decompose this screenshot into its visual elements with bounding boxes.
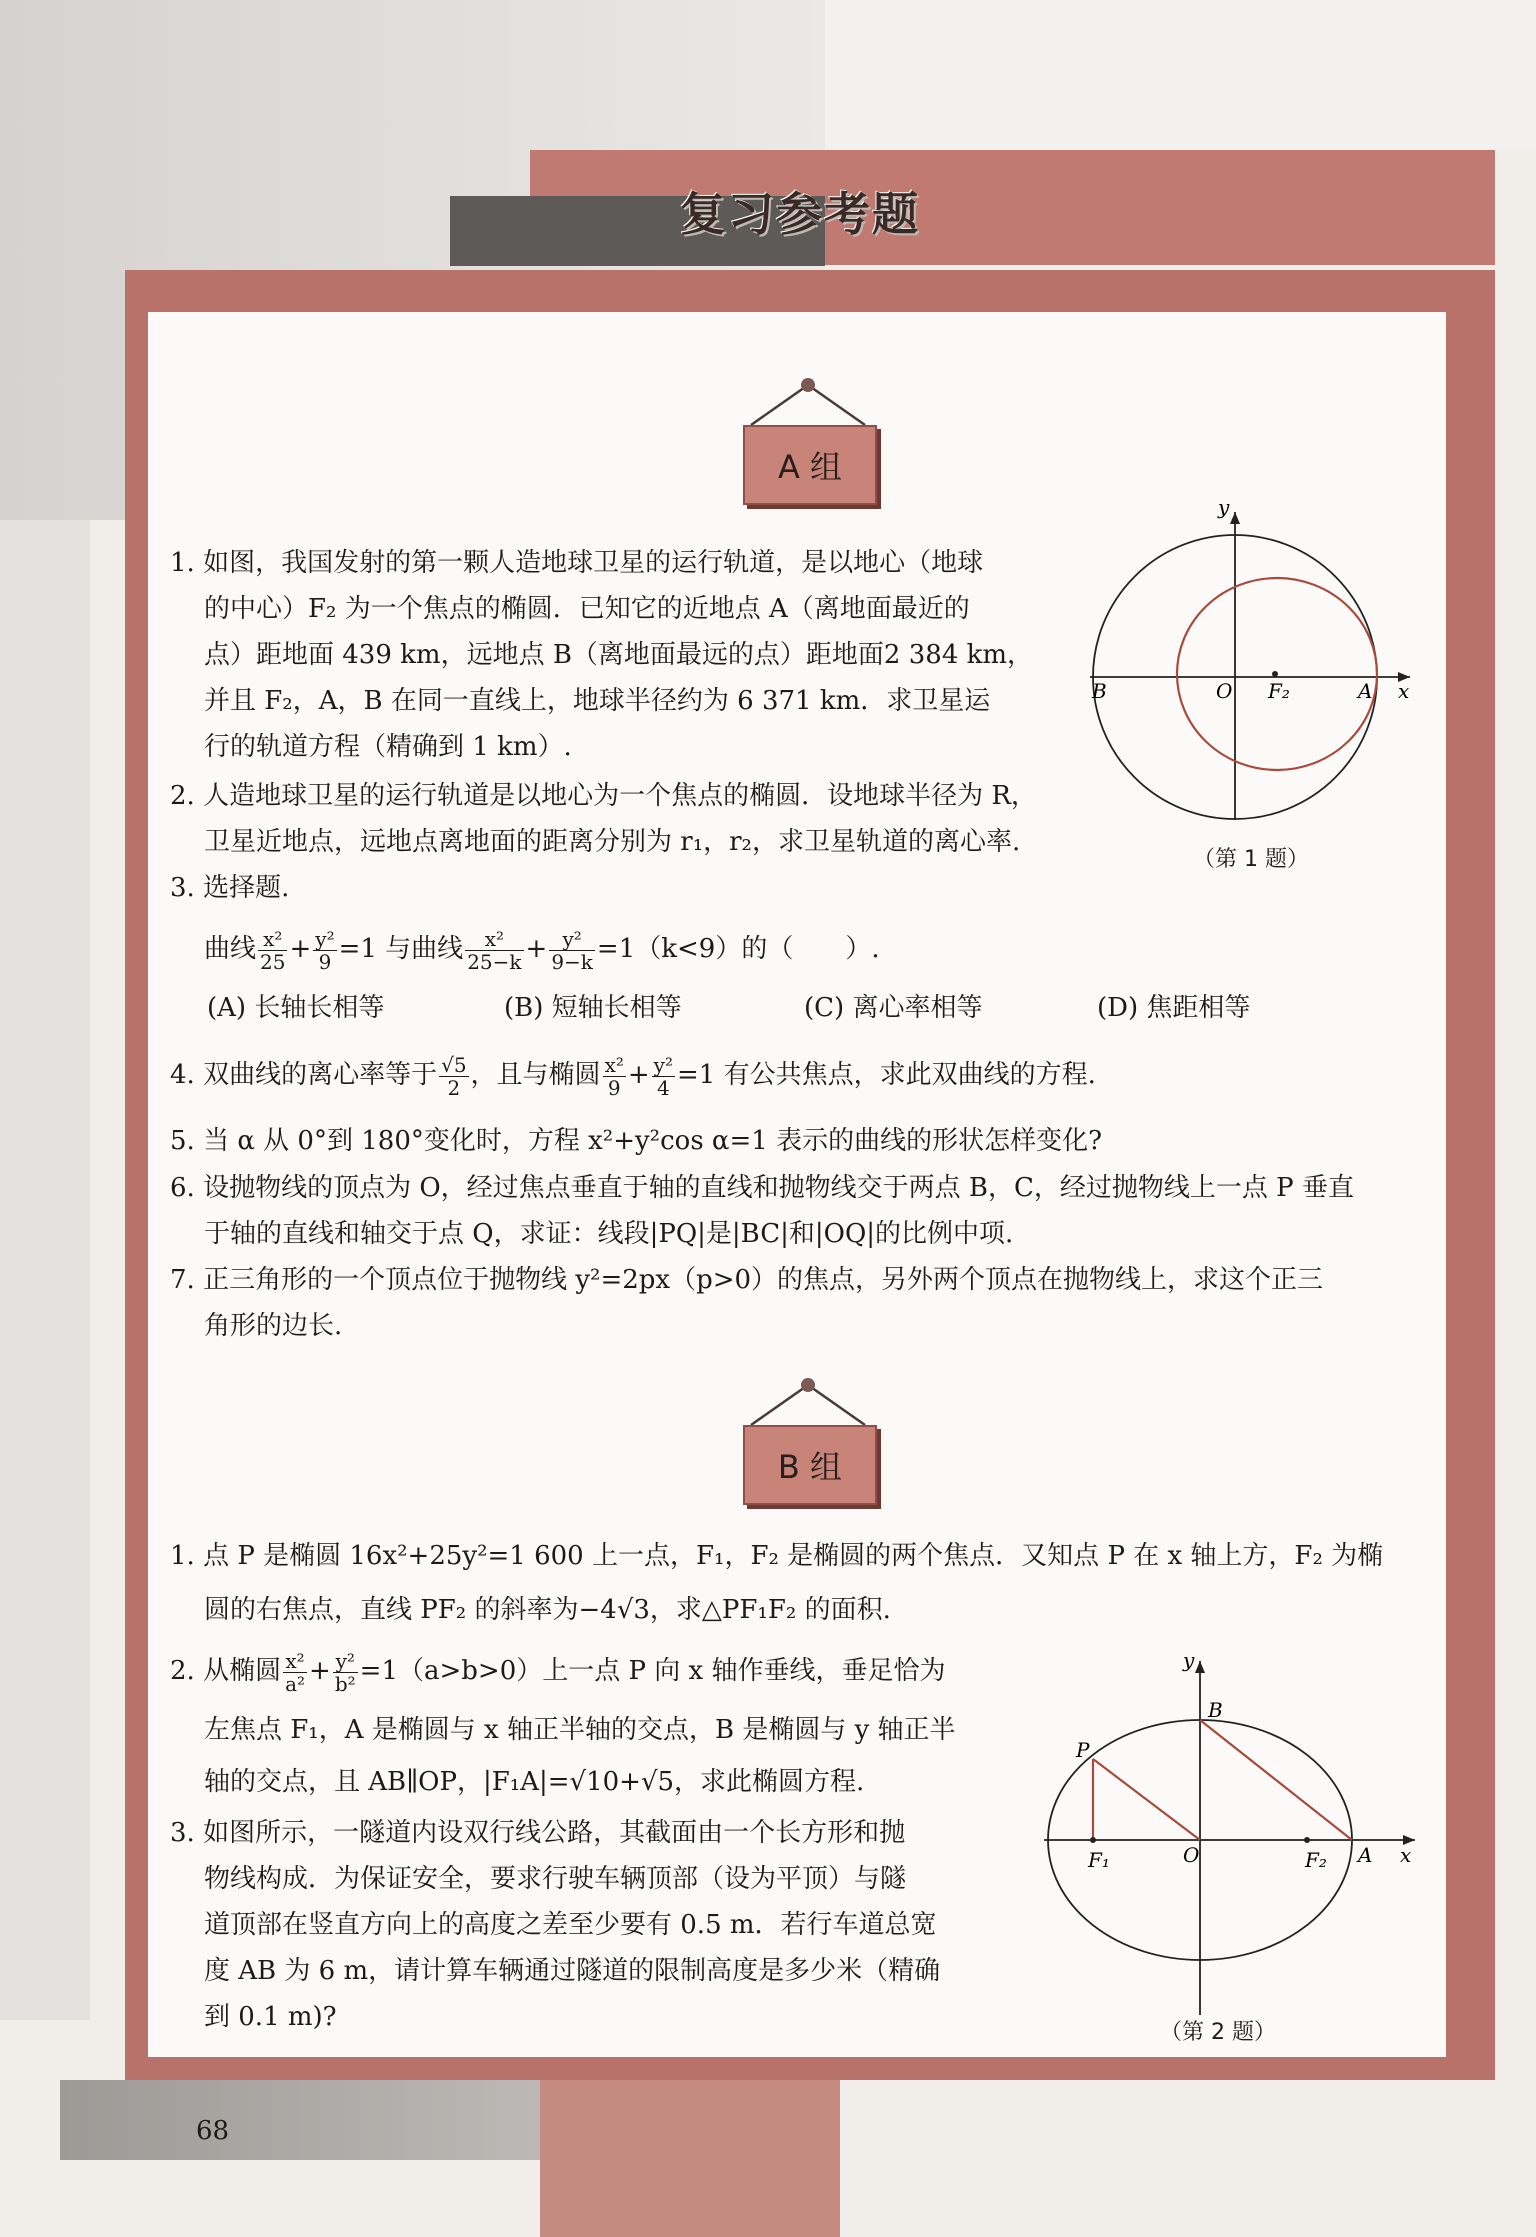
q4-c: =1 有公共焦点，求此双曲线的方程. <box>676 1060 1096 1090</box>
page-number: 68 <box>196 2116 230 2146</box>
question-a2 <box>170 773 1070 865</box>
fig2-label-B: B <box>1208 1698 1223 1722</box>
option-d: (D) 焦距相等 <box>1097 993 1251 1023</box>
question-a1 <box>170 540 1070 770</box>
page-title: 复习参考题 <box>680 187 920 241</box>
question-a3-title: 3. 选择题. <box>170 873 290 903</box>
frac-x2-25: $\frac{\text{x²}}{25}$ <box>260 926 286 974</box>
q-a1-line: 点）距地面 439 km，远地点 B（离地面最远的点）距地面2 384 km， <box>204 640 1034 670</box>
frac-y2-9: $\frac{\text{y²}}{9}$ <box>315 926 335 974</box>
option-c: (C) 离心率相等 <box>804 993 983 1023</box>
q-a1-line: 1. 如图，我国发射的第一颗人造地球卫星的运行轨道，是以地心（地球 <box>170 548 984 578</box>
q-a7-line: 7. 正三角形的一个顶点位于抛物线 y²=2px（p>0）的焦点，另外两个顶点在抛物线上，求这个正三 <box>170 1265 1324 1295</box>
figure-2-ellipse <box>1040 1655 1420 2025</box>
top-light-band <box>825 0 1536 150</box>
fig1-label-O: O <box>1216 679 1233 703</box>
figure-1-orbit <box>1080 500 1420 830</box>
fig1-label-x: x <box>1398 679 1410 703</box>
fig1-label-B: B <box>1092 679 1107 703</box>
q4-a: 4. 双曲线的离心率等于 <box>170 1060 438 1090</box>
fig2-label-P: P <box>1076 1738 1090 1762</box>
group-a-label: A 组 <box>743 425 877 505</box>
option-a: (A) 长轴长相等 <box>207 993 385 1023</box>
frac-x2-25k: $\frac{\text{x²}}{25-k}$ <box>467 926 522 974</box>
question-a6 <box>170 1165 1354 1257</box>
q-b3-line: 度 AB 为 6 m，请计算车辆通过隧道的限制高度是多少米（精确 <box>204 1956 941 1986</box>
q-b3-line: 到 0.1 m)? <box>204 2002 337 2032</box>
question-a3-stem: 曲线 $\frac{\text{x²}}{25}$ + $\frac{\text{y²}}{9}$ =1 与曲线 $\frac{\text{x²}}{25-k}$ + $\frac{\text{y²}}{9-k}$ =1（k<9）的（ ）. <box>204 926 880 974</box>
q-b2-a: 2. 从椭圆 <box>170 1656 282 1686</box>
left-light-band <box>0 520 90 2020</box>
fig2-label-F2: F₂ <box>1305 1848 1327 1872</box>
q-b3-line: 道顶部在竖直方向上的高度之差至少要有 0.5 m．若行车道总宽 <box>204 1910 937 1940</box>
q3-stem-c: =1（k<9）的（ ）. <box>596 934 880 964</box>
fig2-label-A: A <box>1358 1843 1373 1867</box>
bottom-red-strip <box>540 2080 840 2237</box>
fig1-label-y: y <box>1218 500 1230 519</box>
fig2-label-y: y <box>1183 1655 1195 1672</box>
question-b1 <box>170 1533 1383 1633</box>
question-a7 <box>170 1257 1323 1349</box>
q4-b: ，且与椭圆 <box>470 1060 601 1090</box>
fig1-label-A: A <box>1358 679 1373 703</box>
frac-y2-9k: $\frac{\text{y²}}{9-k}$ <box>551 926 593 974</box>
q-b1-line: 1. 点 P 是椭圆 16x²+25y²=1 600 上一点，F₁，F₂ 是椭圆的两个焦点．又知点 P 在 x 轴上方，F₂ 为椭 <box>170 1541 1384 1571</box>
q-a6-line: 于轴的直线和轴交于点 Q，求证：线段|PQ|是|BC|和|OQ|的比例中项. <box>204 1219 1014 1249</box>
fig2-label-x: x <box>1400 1843 1412 1867</box>
question-b3 <box>170 1810 940 2040</box>
q3-stem-b: =1 与曲线 <box>338 934 464 964</box>
q-b3-line: 物线构成．为保证安全，要求行驶车辆顶部（设为平顶）与隧 <box>204 1864 907 1894</box>
option-b: (B) 短轴长相等 <box>504 993 682 1023</box>
frac-x2-a2: $\frac{\text{x²}}{\text{a²}}$ <box>285 1648 306 1696</box>
q-a7-line: 角形的边长. <box>204 1311 343 1341</box>
q-a6-line: 6. 设抛物线的顶点为 O，经过焦点垂直于轴的直线和抛物线交于两点 B，C，经过抛物线上一点 P 垂直 <box>170 1173 1354 1203</box>
frac-y2-b2: $\frac{\text{y²}}{\text{b²}}$ <box>334 1648 356 1696</box>
frac-sqrt5-2: $\frac{√5}{2}$ <box>441 1052 467 1100</box>
question-a5: 5. 当 α 从 0°到 180°变化时，方程 x²+y²cos α=1 表示的曲线的形状怎样变化? <box>170 1126 1103 1156</box>
fig2-label-O: O <box>1183 1843 1200 1867</box>
hanger-icon <box>743 1367 873 1427</box>
q-a1-line: 并且 F₂，A，B 在同一直线上，地球半径约为 6 371 km．求卫星运 <box>204 686 991 716</box>
question-a4: 4. 双曲线的离心率等于 $\frac{√5}{2}$ ，且与椭圆 $\frac{\text{x²}}{9}$ + $\frac{\text{y²}}{4}$ =1 有公共焦点，求此双曲线的方程. <box>170 1052 1096 1100</box>
q-b1-line: 圆的右焦点，直线 PF₂ 的斜率为−4√3，求△PF₁F₂ 的面积. <box>204 1595 891 1625</box>
q-a1-line: 的中心）F₂ 为一个焦点的椭圆．已知它的近地点 A（离地面最近的 <box>204 594 970 624</box>
q-a1-line: 行的轨道方程（精确到 1 km）. <box>204 732 572 762</box>
hanger-icon <box>743 367 873 427</box>
group-a-sign <box>743 385 873 486</box>
q-b3-line: 3. 如图所示，一隧道内设双行线公路，其截面由一个长方形和抛 <box>170 1818 906 1848</box>
q-a2-line: 卫星近地点，远地点离地面的距离分别为 r₁，r₂，求卫星轨道的离心率. <box>204 827 1021 857</box>
q-b2-b: =1（a>b>0）上一点 P 向 x 轴作垂线，垂足恰为 <box>359 1656 946 1686</box>
group-b-label: B 组 <box>743 1425 877 1505</box>
fig2-label-F1: F₁ <box>1088 1848 1110 1872</box>
group-b-sign <box>743 1385 873 1486</box>
frac-x2-9: $\frac{\text{x²}}{9}$ <box>604 1052 624 1100</box>
fig1-label-F2: F₂ <box>1268 679 1290 703</box>
frac-y2-4: $\frac{\text{y²}}{4}$ <box>653 1052 673 1100</box>
q3-stem-a: 曲线 <box>204 934 257 964</box>
q-b2-line: 轴的交点，且 AB∥OP，|F₁A|=√10+√5，求此椭圆方程. <box>204 1766 865 1797</box>
figure-2-caption: （第 2 题） <box>1160 2020 1276 2045</box>
q-b2-line: 左焦点 F₁，A 是椭圆与 x 轴正半轴的交点，B 是椭圆与 y 轴正半 <box>204 1714 956 1745</box>
question-b2: 2. 从椭圆 $\frac{\text{x²}}{\text{a²}}$ + $\frac{\text{y²}}{\text{b²}}$ =1（a>b>0）上一点 P 向 x 轴作垂线，垂足恰为 左焦点 F₁，A 是椭圆与 x 轴正半轴的交点，B 是椭圆与 y 轴正半 轴的交点，且 AB∥OP，|F₁A|=√10+√5，求此椭圆方程. <box>170 1648 956 1805</box>
figure-1-caption: （第 1 题） <box>1193 847 1309 872</box>
q-a2-line: 2. 人造地球卫星的运行轨道是以地心为一个焦点的椭圆．设地球半径为 R， <box>170 781 1037 811</box>
